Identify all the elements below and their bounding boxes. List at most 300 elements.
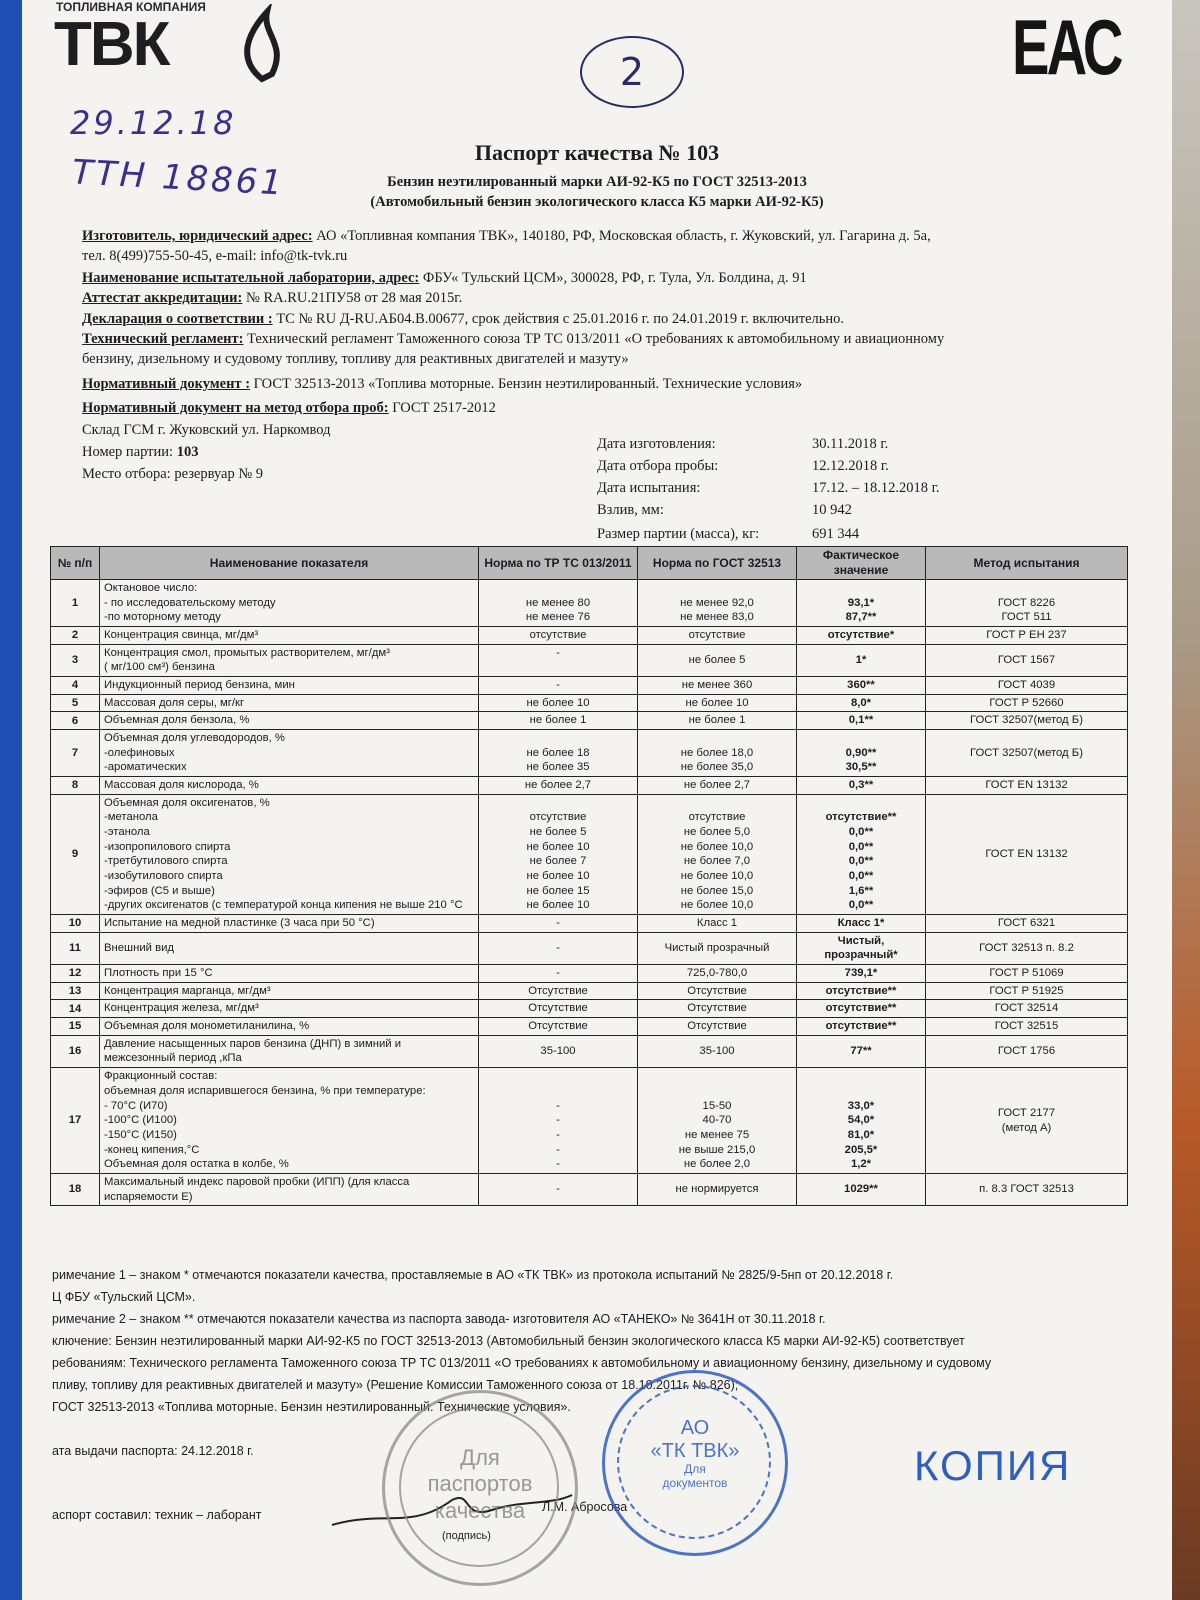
table-row — [51, 712, 1128, 730]
cell-line: - — [556, 942, 560, 955]
cell-line: 8,0* — [850, 696, 872, 709]
cell-line: - по исследовательскому методу — [104, 596, 276, 609]
cell-line — [642, 1084, 792, 1099]
cell-line: 205,5* — [844, 1143, 878, 1156]
table-row — [51, 677, 1128, 695]
cell-line: - — [556, 967, 560, 980]
cell-name — [100, 982, 479, 1000]
declaration-line — [82, 311, 844, 328]
cell-line: 54,0* — [847, 1114, 875, 1127]
conclusion-4: ГОСТ 32513-2013 «Топлива моторные. Бензин неэтилированный. Технические условия». — [52, 1400, 571, 1414]
cell-method — [926, 1018, 1128, 1036]
cell-name — [100, 777, 479, 795]
cell-gost — [638, 777, 797, 795]
cell-method — [926, 1000, 1128, 1018]
cell-fact — [797, 580, 926, 627]
cell-name — [100, 730, 479, 777]
cell-line: - — [556, 1158, 560, 1171]
signature-caption: (подпись) — [442, 1530, 491, 1542]
cell-line: Отсутствие — [687, 1020, 747, 1033]
cell-line: 33,0* — [847, 1099, 875, 1112]
cell-fact — [797, 794, 926, 914]
cell-line — [801, 1084, 921, 1099]
cell-number: 16 — [51, 1035, 100, 1067]
cell-line: 0,0** — [848, 870, 874, 883]
cell-line: прозрачный* — [824, 949, 898, 962]
cell-line: не более 7,0 — [683, 855, 751, 868]
cell-number: 17 — [51, 1068, 100, 1174]
cell-line: не более 18,0 — [680, 746, 754, 759]
cell-line — [801, 1069, 921, 1084]
cell-line: ГОСТ 32507(метод Б) — [970, 714, 1083, 727]
place-value: резервуар № 9 — [174, 466, 264, 482]
cell-gost — [638, 1068, 797, 1174]
cell-line: - — [556, 1114, 560, 1127]
cell-line: 0,3** — [848, 779, 874, 792]
cell-fact — [797, 982, 926, 1000]
cell-tr — [479, 932, 638, 964]
cell-name — [100, 1000, 479, 1018]
normative-value: ГОСТ 32513-2013 «Топлива моторные. Бензин неэтилированный. Технические условия» — [253, 376, 803, 392]
cell-line: -этанола — [104, 826, 150, 839]
cell-tr — [479, 730, 638, 777]
cell-method — [926, 794, 1128, 914]
logo-caption: ТОПЛИВНАЯ КОМПАНИЯ — [56, 0, 206, 14]
maker-value: АО «Топливная компания ТВК», 140180, РФ, Московская область, г. Жуковский, ул. Гагарина д. 5а, — [316, 228, 931, 244]
cell-line: Массовая доля кислорода, % — [104, 779, 259, 792]
page-title: Паспорт качества № 103 — [474, 140, 720, 165]
cell-line: 1* — [855, 654, 867, 667]
cell-line: -100°С (И100) — [104, 1114, 177, 1127]
company-logo: ТВК — [54, 10, 169, 79]
maker-line — [82, 228, 931, 245]
date-value: 30.11.2018 г. — [812, 436, 889, 452]
table-header-row — [51, 547, 1128, 580]
cell-line: Класс 1 — [696, 917, 738, 930]
cell-number: 8 — [51, 777, 100, 795]
warehouse: Склад ГСМ г. Жуковский ул. Наркомвод — [82, 422, 331, 438]
cell-gost — [638, 730, 797, 777]
author-name: Л.М. Абросова — [542, 1500, 628, 1514]
cell-gost — [638, 1035, 797, 1067]
cell-gost — [638, 965, 797, 983]
cell-name — [100, 1035, 479, 1067]
cell-line: 77** — [850, 1045, 872, 1058]
eac-mark: ЕАС — [1012, 3, 1121, 91]
cell-method — [926, 982, 1128, 1000]
table-row — [51, 915, 1128, 933]
date-value: 691 344 — [812, 526, 860, 542]
date-label: Взлив, мм: — [597, 502, 664, 518]
cell-line: Фракционный состав: — [104, 1070, 218, 1083]
regulation-line — [82, 331, 944, 348]
gray-stamp — [382, 1390, 578, 1586]
cell-line: 0,0** — [848, 826, 874, 839]
conclusion-1: ключение: Бензин неэтилированный марки АИ-92-К5 по ГОСТ 32513-2013 (Автомобильный бензин экологического класса К5 марки АИ-92-К5) соответствует — [52, 1334, 965, 1348]
cell-number: 9 — [51, 794, 100, 914]
cell-line: отсутствие** — [825, 984, 897, 997]
cell-line: не более 10 — [526, 696, 590, 709]
cell-line: Отсутствие — [528, 984, 588, 997]
note-1-continued: Ц ФБУ «Тульский ЦСМ». — [52, 1290, 196, 1304]
cell-number: 11 — [51, 932, 100, 964]
cell-tr — [479, 580, 638, 627]
cell-line: ГОСТ 511 — [1001, 611, 1052, 624]
cell-line: отсутствие* — [827, 629, 895, 642]
cell-line: отсутствие** — [825, 811, 897, 824]
cell-line — [642, 731, 792, 746]
cell-tr — [479, 712, 638, 730]
cell-name — [100, 1018, 479, 1036]
cell-line: не более 10 — [526, 840, 590, 853]
cell-method — [926, 730, 1128, 777]
cell-gost — [638, 712, 797, 730]
cell-line: Отсутствие — [687, 984, 747, 997]
table-row — [51, 1035, 1128, 1067]
cell-line: не более 1 — [688, 714, 746, 727]
cell-method — [926, 777, 1128, 795]
cell-line: п. 8.3 ГОСТ 32513 — [979, 1183, 1074, 1196]
gray-stamp-line-3: качества — [434, 1497, 526, 1523]
cell-name — [100, 694, 479, 712]
accreditation-value: № RA.RU.21ПУ58 от 28 мая 2015г. — [246, 290, 463, 306]
date-label: Дата испытания: — [597, 480, 701, 496]
cell-number: 14 — [51, 1000, 100, 1018]
cell-tr — [479, 794, 638, 914]
cell-method — [926, 932, 1128, 964]
cell-line: ГОСТ 32515 — [994, 1020, 1059, 1033]
cell-tr — [479, 694, 638, 712]
cell-line: не более 35,0 — [680, 761, 754, 774]
cell-line: отсутствие — [688, 811, 746, 824]
cell-line: Чистый, — [837, 934, 885, 947]
cell-fact — [797, 915, 926, 933]
cell-line: 0,90** — [845, 746, 877, 759]
cell-line: не более 18 — [526, 746, 590, 759]
cell-gost — [638, 794, 797, 914]
cell-tr — [479, 1035, 638, 1067]
cell-gost — [638, 915, 797, 933]
cell-line: объемная доля испарившегося бензина, % при температуре: — [104, 1084, 426, 1097]
accreditation-label: Аттестат аккредитации: — [82, 290, 243, 306]
cell-line: -других оксигенатов (с температурой конца кипения не выше 210 °С — [104, 899, 463, 912]
cell-method — [926, 677, 1128, 695]
cell-fact — [797, 694, 926, 712]
cell-line: не более 10,0 — [680, 840, 754, 853]
cell-line: не менее 75 — [684, 1128, 750, 1141]
cell-line: отсутствие — [529, 811, 587, 824]
cell-line: Чистый прозрачный — [664, 942, 770, 955]
blue-stamp-line-1: АО — [680, 1417, 710, 1439]
cell-line: - — [556, 679, 560, 692]
cell-tr — [479, 644, 638, 676]
copy-stamp: КОПИЯ — [914, 1442, 1072, 1489]
normative-label: Нормативный документ : — [82, 376, 251, 392]
table-row — [51, 777, 1128, 795]
cell-line: не более 10,0 — [680, 899, 754, 912]
cell-fact — [797, 965, 926, 983]
cell-name — [100, 627, 479, 645]
cell-line: - — [556, 646, 560, 659]
cell-name — [100, 1068, 479, 1174]
cell-line: -третбутилового спирта — [104, 855, 228, 868]
cell-tr — [479, 677, 638, 695]
cell-line: Концентрация марганца, мг/дм³ — [104, 984, 271, 997]
cell-line: - — [556, 1183, 560, 1196]
cell-number: 6 — [51, 712, 100, 730]
cell-name — [100, 1173, 479, 1205]
flame-icon — [232, 4, 292, 84]
cell-name — [100, 932, 479, 964]
cell-fact — [797, 644, 926, 676]
cell-line — [801, 731, 921, 746]
cell-line: отсутствие** — [825, 1002, 897, 1015]
conclusion-2: ребованиям: Технического регламента Таможенного союза ТР ТС 013/2011 «О требованиях к автомобильному и авиационному бензину, дизельному и судовому — [52, 1356, 992, 1370]
cell-line: 87,7** — [845, 611, 877, 624]
cell-line: не более 1 — [529, 714, 587, 727]
cell-line: ГОСТ 4039 — [997, 679, 1056, 692]
cell-line: не более 10 — [526, 870, 590, 883]
cell-line — [483, 581, 633, 596]
col-header-number: № п/п — [51, 547, 100, 580]
cell-gost — [638, 627, 797, 645]
cell-name — [100, 965, 479, 983]
cell-line: ГОСТ EN 13132 — [985, 848, 1068, 861]
cell-line: ГОСТ Р 51069 — [989, 967, 1064, 980]
handwritten-ttn: ТТН 18861 — [71, 152, 286, 204]
cell-line — [483, 660, 633, 675]
cell-line: Объемная доля оксигенатов, % — [104, 796, 270, 809]
cell-line: Отсутствие — [528, 1020, 588, 1033]
place-label: Место отбора: — [82, 466, 171, 482]
note-1: римечание 1 – знаком * отмечаются показатели качества, проставляемые в АО «ТК ТВК» из протокола испытаний № 2825/9-5нп от 20.12.2018 г. — [52, 1268, 894, 1282]
cell-tr — [479, 965, 638, 983]
table-body — [51, 580, 1128, 1206]
cell-line: ГОСТ 2177 — [997, 1106, 1056, 1119]
declaration-value: ТС № RU Д-RU.АБ04.В.00677, срок действия с 25.01.2016 г. по 24.01.2019 г. включительно. — [276, 311, 845, 327]
cell-line — [642, 1069, 792, 1084]
cell-line: ГОСТ Р 52660 — [989, 696, 1064, 709]
cell-line: Внешний вид — [104, 942, 175, 955]
table-row — [51, 1000, 1128, 1018]
quality-table — [50, 546, 1128, 1206]
cell-line: Концентрация смол, промытых растворителем, мг/дм³ — [104, 646, 390, 659]
cell-line: не менее 360 — [681, 679, 753, 692]
cell-line: Отсутствие — [528, 1002, 588, 1015]
table-row — [51, 965, 1128, 983]
cell-line: 1029** — [844, 1183, 878, 1196]
date-label: Размер партии (масса), кг: — [597, 526, 760, 542]
cell-gost — [638, 694, 797, 712]
lab-label: Наименование испытательной лаборатории, адрес: — [82, 270, 420, 286]
cell-line: Объемная доля монометиланилина, % — [104, 1020, 310, 1033]
cell-line: -150°С (И150) — [104, 1128, 177, 1141]
cell-line — [930, 581, 1123, 596]
gray-stamp-line-2: паспортов — [427, 1471, 533, 1497]
cell-number: 2 — [51, 627, 100, 645]
table-row — [51, 1173, 1128, 1205]
cell-method — [926, 627, 1128, 645]
cell-line: 0,0** — [848, 840, 874, 853]
lab-value: ФБУ« Тульский ЦСМ», 300028, РФ, г. Тула, Ул. Болдина, д. 91 — [422, 270, 807, 286]
cell-line: ГОСТ 6321 — [997, 917, 1056, 930]
table-row — [51, 627, 1128, 645]
cell-tr — [479, 1068, 638, 1174]
cell-fact — [797, 730, 926, 777]
cell-fact — [797, 1035, 926, 1067]
cell-fact — [797, 1000, 926, 1018]
cell-line: 0,0** — [848, 899, 874, 912]
cell-line: отсутствие** — [825, 1020, 897, 1033]
batch-label: Номер партии: — [82, 444, 174, 460]
col-header-norm-gost: Норма по ГОСТ 32513 — [638, 547, 797, 580]
cell-line: не более 2,7 — [524, 779, 592, 792]
blue-stamp-line-4: документов — [662, 1475, 728, 1490]
cell-gost — [638, 644, 797, 676]
note-2: римечание 2 – знаком ** отмечаются показатели качества из паспорта завода- изготовителя АО «ТАНЕКО» № 3641Н от 30.11.2018 г. — [52, 1312, 826, 1326]
cell-name — [100, 712, 479, 730]
table-row — [51, 730, 1128, 777]
cell-line: Индукционный период бензина, мин — [104, 679, 295, 692]
cell-line: 35-100 — [540, 1045, 576, 1058]
col-header-actual: Фактическое значение — [797, 547, 926, 580]
cell-line: Испытание на медной пластинке (3 часа при 50 °С) — [104, 917, 375, 930]
cell-line — [483, 1069, 633, 1084]
cell-line: межсезонный период ,кПа — [104, 1052, 242, 1065]
cell-line: 725,0-780,0 — [686, 967, 748, 980]
cell-line: не менее 83,0 — [680, 611, 754, 624]
cell-gost — [638, 580, 797, 627]
cell-line: Концентрация свинца, мг/дм³ — [104, 629, 259, 642]
cell-gost — [638, 1173, 797, 1205]
cell-method — [926, 965, 1128, 983]
blue-stamp-line-3: Для — [684, 1462, 706, 1476]
handwritten-date: 29.12.18 — [70, 104, 237, 142]
cell-line: Концентрация железа, мг/дм³ — [104, 1002, 259, 1015]
cell-line: - — [556, 917, 560, 930]
cell-line — [483, 731, 633, 746]
cell-line: испаряемости Е) — [104, 1190, 193, 1203]
cell-line: 0,0** — [848, 855, 874, 868]
cell-line: не выше 215,0 — [678, 1143, 756, 1156]
cell-method — [926, 915, 1128, 933]
cell-fact — [797, 627, 926, 645]
cell-line: 93,1* — [847, 596, 875, 609]
table-row — [51, 932, 1128, 964]
cell-line: Объемная доля остатка в колбе, % — [104, 1158, 289, 1171]
cell-line: 1,6** — [848, 884, 874, 897]
cell-line: 360** — [847, 679, 875, 692]
cell-method — [926, 644, 1128, 676]
cell-line: 81,0* — [847, 1128, 875, 1141]
cell-method — [926, 712, 1128, 730]
cell-line: -метанола — [104, 811, 158, 824]
cell-method — [926, 694, 1128, 712]
cell-method — [926, 580, 1128, 627]
cell-line: Массовая доля серы, мг/кг — [104, 696, 245, 709]
cell-line: 739,1* — [844, 967, 878, 980]
table-row — [51, 1018, 1128, 1036]
document-sheet — [22, 0, 1172, 1600]
batch-value: 103 — [176, 444, 199, 460]
cell-line: -изопропилового спирта — [104, 840, 231, 853]
maker-label: Изготовитель, юридический адрес: — [82, 228, 313, 244]
cell-line: ГОСТ 8226 — [997, 596, 1056, 609]
cell-line: 35-100 — [699, 1045, 735, 1058]
date-value: 12.12.2018 г. — [812, 458, 889, 474]
cell-line: - — [556, 1099, 560, 1112]
cell-number: 1 — [51, 580, 100, 627]
cell-line: 30,5** — [845, 761, 877, 774]
gray-stamp-line-1: Для — [460, 1445, 500, 1470]
cell-line: ГОСТ Р 51925 — [989, 984, 1064, 997]
cell-line — [483, 796, 633, 811]
cell-line: не более 5 — [688, 654, 746, 667]
cell-line: -по моторному методу — [104, 611, 221, 624]
cell-line: -эфиров (С5 и выше) — [104, 884, 215, 897]
col-header-name: Наименование показателя — [100, 547, 479, 580]
cell-line — [642, 581, 792, 596]
col-header-method: Метод испытания — [926, 547, 1128, 580]
cell-name — [100, 580, 479, 627]
subtitle-1: Бензин неэтилированный марки АИ-92-К5 по ГОСТ 32513-2013 — [387, 174, 807, 190]
lab-line — [82, 270, 807, 287]
cell-line: ГОСТ 32513 п. 8.2 — [979, 942, 1074, 955]
cell-line: - — [556, 1128, 560, 1141]
cell-line: не более 10 — [526, 899, 590, 912]
cell-line: Отсутствие — [687, 1002, 747, 1015]
cell-line: не более 35 — [526, 761, 590, 774]
date-value: 17.12. – 18.12.2018 г. — [812, 480, 940, 496]
sampling-value: ГОСТ 2517-2012 — [392, 400, 496, 416]
cell-number: 4 — [51, 677, 100, 695]
maker-contacts: тел. 8(499)755-50-45, e-mail: info@tk-tvk.ru — [82, 248, 348, 264]
cell-line — [483, 1084, 633, 1099]
cell-line: не более 5 — [529, 826, 587, 839]
place-line — [82, 466, 263, 483]
cell-line: не нормируется — [675, 1183, 759, 1196]
background-edge-right — [1168, 0, 1200, 1600]
author-label: аспорт составил: техник – лаборант — [52, 1508, 262, 1522]
cell-line: - — [556, 1143, 560, 1156]
cell-line: отсутствие — [688, 629, 746, 642]
accreditation-line — [82, 290, 462, 307]
cell-line — [801, 796, 921, 811]
cell-line: ГОСТ 1567 — [997, 654, 1056, 667]
cell-gost — [638, 1018, 797, 1036]
cell-line: не менее 76 — [525, 611, 591, 624]
cell-line: Плотность при 15 °С — [104, 967, 213, 980]
regulation-label: Технический регламент: — [82, 331, 244, 347]
conclusion-3: пливу, топливу для реактивных двигателей и мазуту» (Решение Комиссии Таможенного союза от 18.10.2011г. № 826); — [52, 1378, 739, 1392]
cell-line — [642, 796, 792, 811]
cell-number: 5 — [51, 694, 100, 712]
regulation-line-2: бензину, дизельному и судовому топливу, топливу для реактивных двигателей и мазуту» — [82, 351, 629, 367]
cell-line: не менее 80 — [525, 596, 591, 609]
sampling-label: Нормативный документ на метод отбора проб: — [82, 400, 389, 416]
issue-date: ата выдачи паспорта: 24.12.2018 г. — [52, 1444, 254, 1458]
batch-line — [82, 444, 198, 461]
cell-fact — [797, 777, 926, 795]
cell-line: ГОСТ EN 13132 — [985, 779, 1068, 792]
cell-tr — [479, 1018, 638, 1036]
cell-line — [801, 581, 921, 596]
cell-name — [100, 644, 479, 676]
cell-name — [100, 915, 479, 933]
cell-line: -ароматических — [104, 761, 187, 774]
cell-tr — [479, 915, 638, 933]
cell-gost — [638, 982, 797, 1000]
